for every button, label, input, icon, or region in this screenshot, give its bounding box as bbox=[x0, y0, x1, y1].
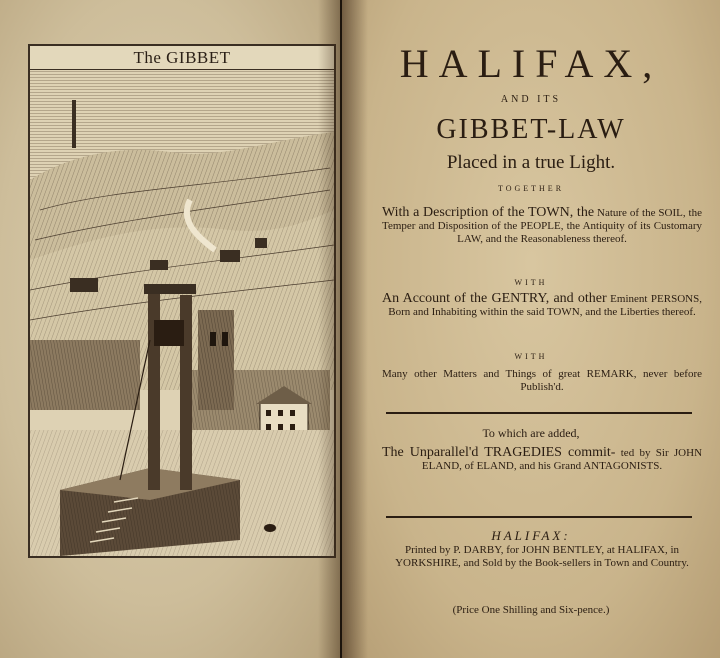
gibbet-blade bbox=[154, 320, 184, 346]
right-page bbox=[342, 0, 720, 658]
placed-line: Placed in a true Light. bbox=[446, 152, 616, 173]
with-line-2: WITH bbox=[514, 352, 548, 361]
many-matters-paragraph: Many other Matters and Things of great REMARK, never before Publish'd. bbox=[382, 368, 702, 393]
account-paragraph bbox=[382, 292, 702, 319]
chimney bbox=[72, 100, 76, 148]
left-page-edge bbox=[318, 0, 340, 658]
engraving-plate bbox=[28, 44, 336, 558]
imprint-printer: Printed by P. DARBY, for JOHN BENTLEY, at HALIFAX, in YORKSHIRE, and Sold by the Book-sellers in Town and Country. bbox=[395, 544, 689, 569]
and-its-line: AND ITS bbox=[500, 94, 562, 105]
gibbet-engraving bbox=[30, 70, 334, 556]
figure bbox=[264, 524, 276, 532]
main-title: HALIFAX, bbox=[399, 41, 663, 86]
account-lead: An Account of the GENTRY, and other bbox=[382, 291, 607, 306]
imprint-place: HALIFAX: bbox=[491, 528, 571, 543]
tragedies-lead: The Unparallel'd TRAGEDIES commit- bbox=[382, 445, 616, 460]
plate-title: The GIBBET bbox=[30, 46, 334, 70]
left-page bbox=[0, 0, 340, 658]
divider-rule bbox=[386, 412, 692, 414]
tragedies-paragraph bbox=[382, 446, 702, 473]
tragedies-rest: ted by Sir JOHN ELAND, of ELAND, and his Grand ANTAGONISTS. bbox=[421, 447, 703, 472]
with-line-1: WITH bbox=[514, 278, 548, 287]
description-lead: With a Description of the TOWN, the bbox=[382, 205, 595, 220]
added-line: To which are added, bbox=[482, 426, 580, 440]
description-rest: Nature of the SOIL, the Temper and Disposition of the PEOPLE, the Antiquity of its Customary LAW, and the Reasonableness thereof. bbox=[382, 207, 702, 245]
description-paragraph bbox=[382, 206, 702, 246]
sub-title: GIBBET-LAW bbox=[436, 114, 626, 145]
together-line: TOGETHER bbox=[497, 184, 565, 193]
divider-rule bbox=[386, 516, 692, 518]
account-rest: Eminent PERSONS, Born and Inhabiting within the said TOWN, and the Liberties thereof. bbox=[388, 293, 702, 318]
price-line: (Price One Shilling and Six-pence.) bbox=[452, 604, 610, 616]
